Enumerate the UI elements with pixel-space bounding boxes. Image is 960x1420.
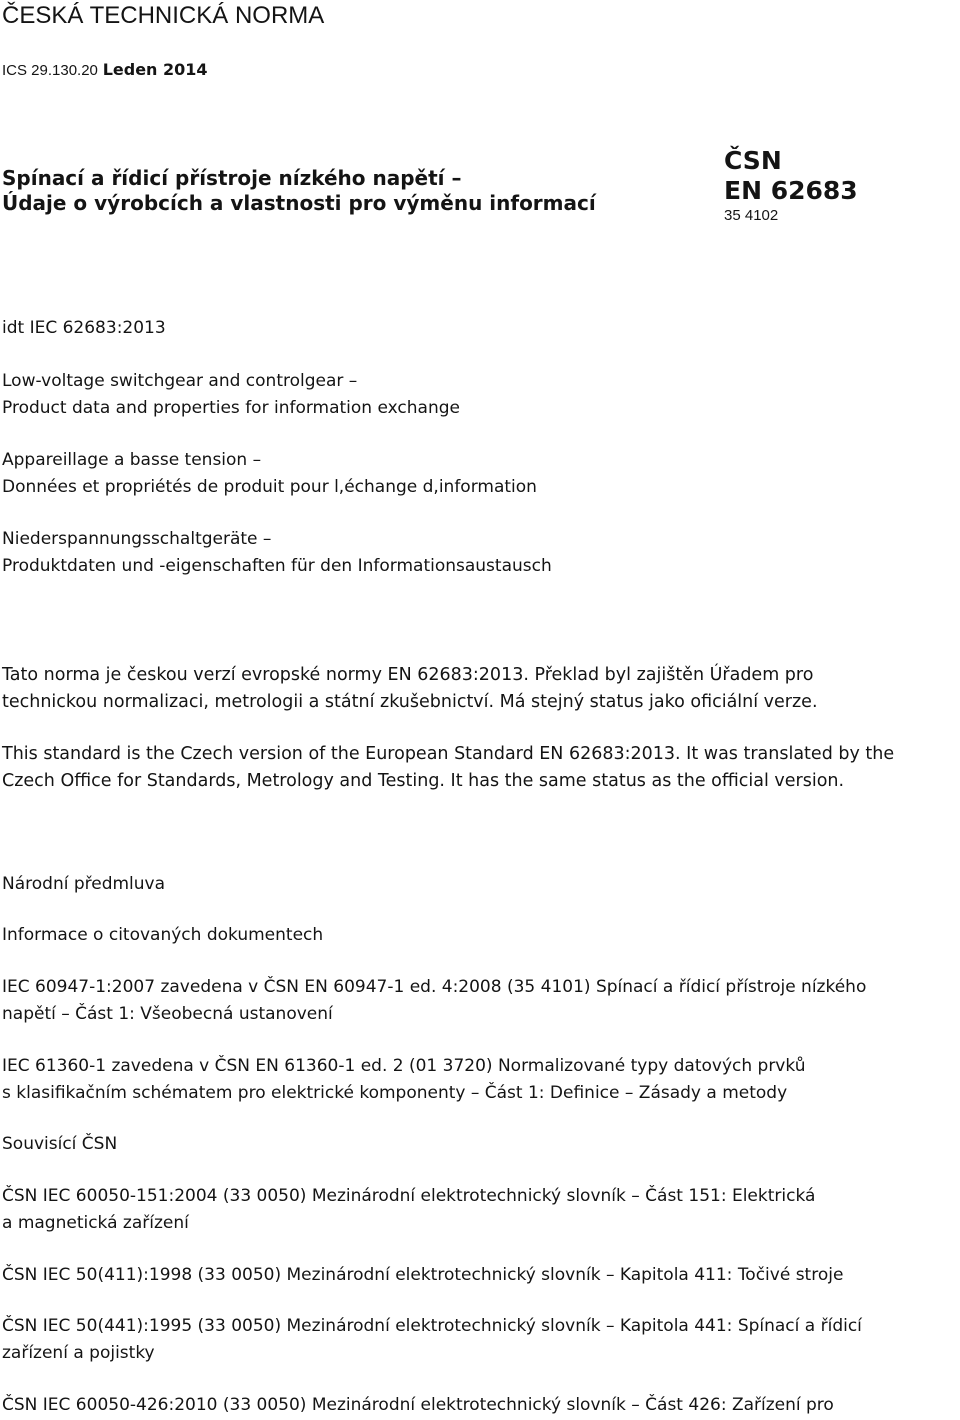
related-item bbox=[2, 1183, 815, 1237]
related-item-line: ČSN IEC 50(441):1995 (33 0050) Mezinárodní elektrotechnický slovník – Kapitola 441: Spínací a řídicí bbox=[2, 1316, 862, 1336]
standard-designation bbox=[724, 146, 858, 226]
document-title-line: Údaje o výrobcích a vlastnosti pro výměnu informací bbox=[2, 191, 596, 215]
title-french-line: Données et propriétés de produit pour l,échange d,information bbox=[2, 477, 537, 497]
cited-item-line: napětí – Část 1: Všeobecná ustanovení bbox=[2, 1004, 333, 1024]
notice-czech-line: technickou normalizaci, metrologii a státní zkušebnictví. Má stejný status jako oficiální verze. bbox=[2, 692, 818, 712]
related-standards-heading-text: Souvisící ČSN bbox=[2, 1134, 118, 1154]
notice-english bbox=[2, 741, 894, 795]
title-french-line: Appareillage a basse tension – bbox=[2, 450, 262, 470]
preface-heading-text: Národní předmluva bbox=[2, 874, 166, 894]
title-english-line: Product data and properties for information exchange bbox=[2, 398, 460, 418]
cited-documents-heading bbox=[2, 922, 323, 949]
title-german-line: Produktdaten und -eigenschaften für den Informationsaustausch bbox=[2, 556, 552, 576]
document-title-line: Spínací a řídicí přístroje nízkého napětí – bbox=[2, 166, 462, 190]
title-german-line: Niederspannungsschaltgeräte – bbox=[2, 529, 272, 549]
issue-date: Leden 2014 bbox=[102, 60, 208, 79]
title-french bbox=[2, 447, 537, 501]
related-item-line: zařízení a pojistky bbox=[2, 1343, 155, 1363]
equivalence-text: idt IEC 62683:2013 bbox=[2, 318, 166, 338]
related-item bbox=[2, 1392, 834, 1419]
related-item bbox=[2, 1313, 862, 1367]
document-title bbox=[2, 166, 596, 216]
related-item-line: ČSN IEC 50(411):1998 (33 0050) Mezinárodní elektrotechnický slovník – Kapitola 411: Točivé stroje bbox=[2, 1265, 844, 1285]
notice-czech bbox=[2, 662, 818, 716]
cited-item-line: s klasifikačním schématem pro elektrické komponenty – Část 1: Definice – Zásady a metody bbox=[2, 1083, 788, 1103]
related-item-line: ČSN IEC 60050-426:2010 (33 0050) Mezinárodní elektrotechnický slovník – Část 426: Zařízení pro bbox=[2, 1395, 834, 1415]
ics-code: ICS 29.130.20 bbox=[2, 62, 98, 79]
related-item-line: ČSN IEC 60050-151:2004 (33 0050) Mezinárodní elektrotechnický slovník – Část 151: Elektrická bbox=[2, 1186, 816, 1206]
class-number: 35 4102 bbox=[724, 207, 779, 224]
cited-item bbox=[2, 974, 866, 1028]
equivalence-note bbox=[2, 315, 166, 342]
cited-item-line: IEC 61360-1 zavedena v ČSN EN 61360-1 ed. 2 (01 3720) Normalizované typy datových prvků bbox=[2, 1056, 806, 1076]
ics-date-row bbox=[2, 60, 208, 81]
notice-english-line: This standard is the Czech version of the European Standard EN 62683:2013. It was translated by the bbox=[2, 744, 895, 764]
preface-heading bbox=[2, 871, 165, 898]
cited-item-line: IEC 60947-1:2007 zavedena v ČSN EN 60947-1 ed. 4:2008 (35 4101) Spínací a řídicí přístroje nízkého bbox=[2, 977, 867, 997]
related-item bbox=[2, 1262, 843, 1289]
title-english-line: Low-voltage switchgear and controlgear – bbox=[2, 371, 358, 391]
related-standards-heading bbox=[2, 1131, 117, 1158]
title-english bbox=[2, 368, 460, 422]
cited-item bbox=[2, 1053, 805, 1107]
standard-type-heading: ČESKÁ TECHNICKÁ NORMA bbox=[2, 2, 325, 29]
cited-documents-heading-text: Informace o citovaných dokumentech bbox=[2, 925, 324, 945]
notice-czech-line: Tato norma je českou verzí evropské normy EN 62683:2013. Překlad byl zajištěn Úřadem pro bbox=[2, 665, 814, 685]
notice-english-line: Czech Office for Standards, Metrology and Testing. It has the same status as the official version. bbox=[2, 771, 845, 791]
en-number: EN 62683 bbox=[724, 176, 858, 205]
related-item-line: a magnetická zařízení bbox=[2, 1213, 189, 1233]
title-german bbox=[2, 526, 552, 580]
csn-label: ČSN bbox=[724, 146, 782, 175]
